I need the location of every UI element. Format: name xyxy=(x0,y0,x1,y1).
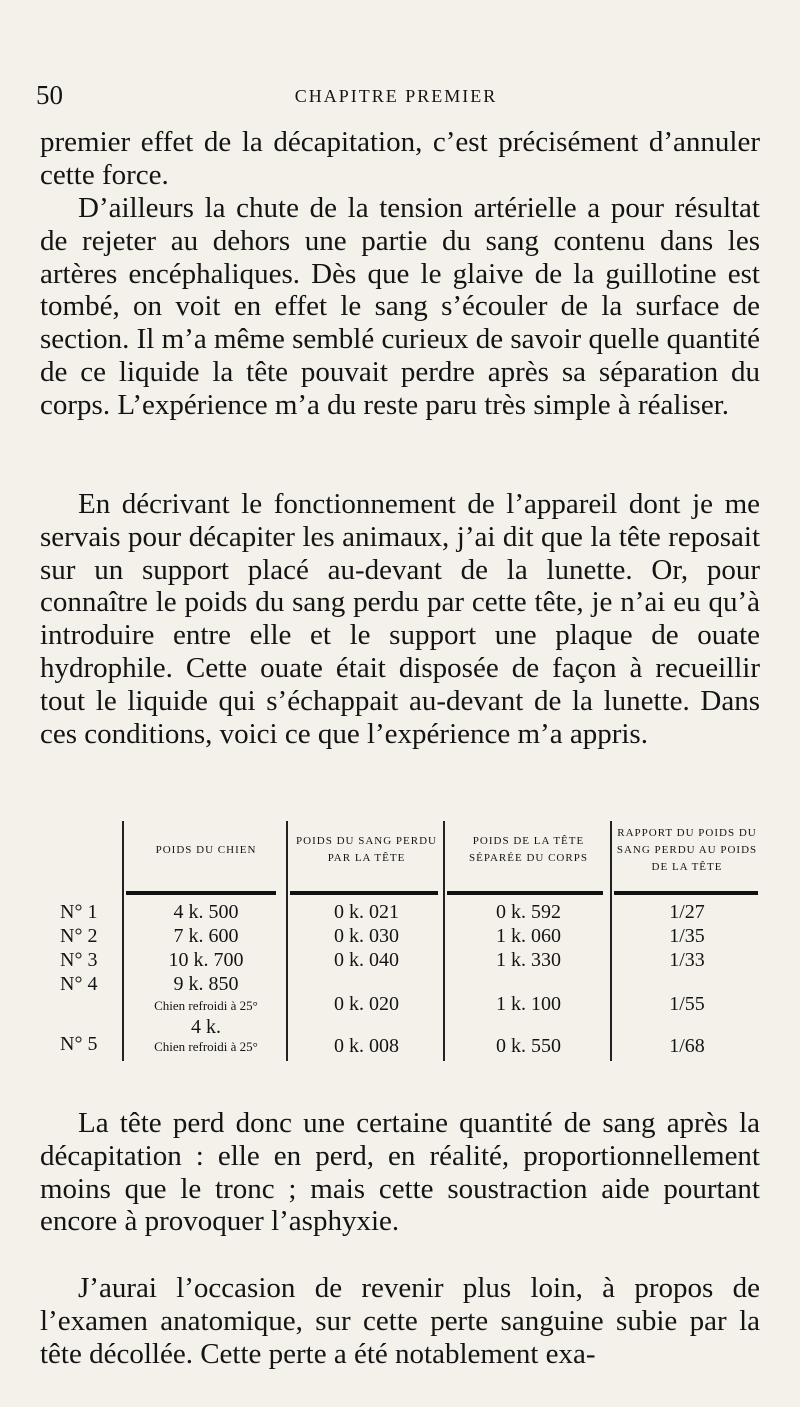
paragraph-forward-reference: J’aurai l’occasion de revenir plus loin, à propos de l’examen anatomique, sur cette perte sanguine subie par la tête décollée. Cette perte a été notablement exa- xyxy=(40,1272,760,1370)
row-label: N° 2 xyxy=(60,925,98,947)
row-label: N° 1 xyxy=(60,901,98,923)
dog-note-cell: Chien refroidi à 25° xyxy=(154,998,258,1013)
paragraph-conclusion: La tête perd donc une certaine quantité de sang après la décapitation : elle en perd, en réalité, proportionnellement moins que le tronc ; mais cette soustraction aide pourtant encore à provoquer l’asphyxie. xyxy=(40,1107,760,1238)
head-weight-cell: 1 k. 060 xyxy=(496,925,561,947)
head-weight-cell: 0 k. 592 xyxy=(496,901,561,923)
blood-weight-cell: 0 k. 020 xyxy=(334,993,399,1015)
ratio-cell: 1/33 xyxy=(669,949,705,971)
header-underline xyxy=(290,891,438,895)
header-underline xyxy=(614,891,758,895)
head-weight-cell: 0 k. 550 xyxy=(496,1035,561,1057)
chapter-title: CHAPITRE PREMIER xyxy=(294,86,498,106)
dog-weight-cell: 4 k. 500 xyxy=(173,901,239,923)
head-weight-cell: 1 k. 330 xyxy=(496,949,561,971)
row-label: N° 4 xyxy=(60,973,98,995)
header-underline xyxy=(447,891,603,895)
ratio-cell: 1/68 xyxy=(669,1035,705,1057)
row-label: N° 5 xyxy=(60,1033,98,1055)
paragraph-experiment-method: En décrivant le fonctionnement de l’appareil dont je me servais pour décapiter les animaux, j’ai dit que la tête reposait sur un support placé au-devant de la lunette. Or, pour connaître le poids du sang perdu par cette tête, je n’ai eu qu’à introduire entre elle et le support une plaque de ouate hydrophile. Cette ouate était disposée de façon à recueillir tout le liquide qui s’échappait au-devant de la lunette. Dans ces conditions, voici ce que l’expérience m’a appris. xyxy=(40,488,760,750)
page-number: 50 xyxy=(36,80,63,110)
row-label: N° 3 xyxy=(60,949,98,971)
header-ratio: RAPPORT DU POIDS DU SANG PERDU AU POIDS DE LA TÊTE xyxy=(616,826,758,873)
header-underline xyxy=(126,891,276,895)
table-rule xyxy=(610,821,612,1061)
paragraph-arterial-tension: D’ailleurs la chute de la tension artérielle a pour résultat de rejeter au dehors une partie du sang contenu dans les artères encéphaliques. Dès que le glaive de la guillotine est tombé, on voit en effet le sang s’écouler de la surface de section. Il m’a même semblé curieux de savoir quelle quantité de ce liquide la tête pouvait perdre après sa séparation du corps. L’expérience m’a du reste paru très simple à réaliser. xyxy=(40,192,760,421)
ratio-cell: 1/27 xyxy=(669,901,705,923)
table-rule xyxy=(443,821,445,1061)
header-head-weight: POIDS DE LA TÊTE SÉPARÉE DU CORPS xyxy=(469,835,588,864)
header-dog-weight: POIDS DU CHIEN xyxy=(155,843,257,856)
header-blood-weight: POIDS DU SANG PERDU PAR LA TÊTE xyxy=(296,835,437,864)
blood-loss-table xyxy=(40,815,760,1065)
blood-weight-cell: 0 k. 030 xyxy=(334,925,399,947)
dog-weight-cell: 4 k. xyxy=(191,1016,221,1038)
blood-weight-cell: 0 k. 040 xyxy=(334,949,399,971)
head-weight-cell: 1 k. 100 xyxy=(496,993,561,1015)
ratio-cell: 1/55 xyxy=(669,993,705,1015)
table-rule xyxy=(286,821,288,1061)
dog-weight-cell: 9 k. 850 xyxy=(173,973,239,995)
dog-note-cell: Chien refroidi à 25° xyxy=(154,1039,258,1054)
ratio-cell: 1/35 xyxy=(669,925,705,947)
blood-weight-cell: 0 k. 008 xyxy=(334,1035,399,1057)
paragraph-continuation: premier effet de la décapitation, c’est précisément d’annuler cette force. xyxy=(40,126,760,191)
blood-weight-cell: 0 k. 021 xyxy=(334,901,399,923)
dog-weight-cell: 7 k. 600 xyxy=(173,925,239,947)
table-rule xyxy=(122,821,124,1061)
dog-weight-cell: 10 k. 700 xyxy=(168,949,244,971)
running-head xyxy=(36,80,756,112)
